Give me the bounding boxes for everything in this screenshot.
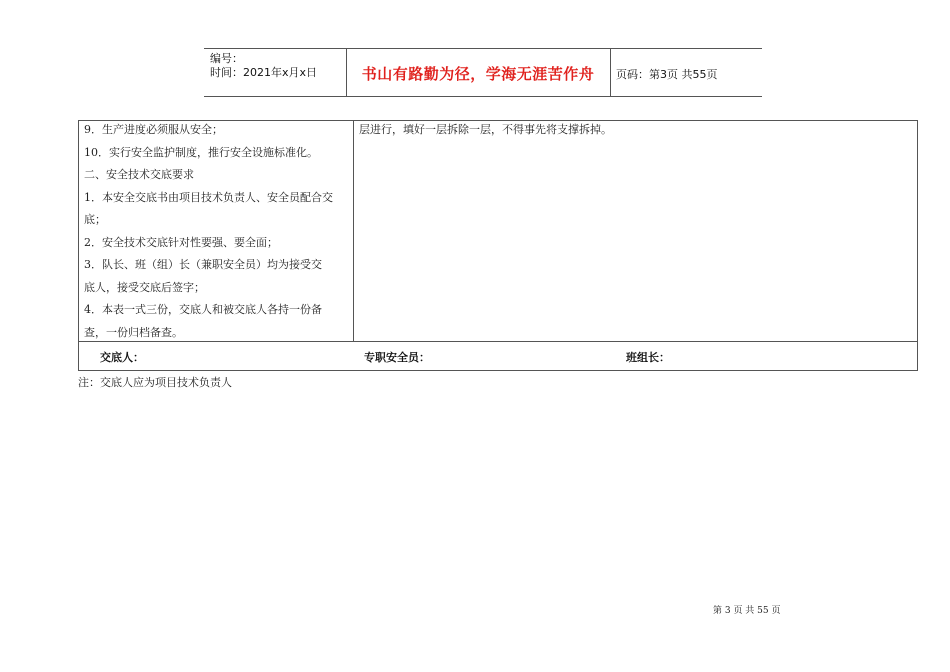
header-divider-2 bbox=[610, 48, 611, 97]
right-line: 层进行，填好一层拆除一层，不得事先将支撑拆掉。 bbox=[359, 123, 612, 136]
header-top-rule bbox=[204, 48, 762, 49]
left-line: 底人，接受交底后签字； bbox=[84, 280, 205, 294]
table-column-divider bbox=[353, 120, 354, 341]
table-left-border bbox=[78, 120, 79, 371]
left-line: 4．本表一式三份，交底人和被交底人各持一份备 bbox=[84, 303, 322, 316]
document-time-label: 时间：2021年x月x日 bbox=[210, 66, 318, 79]
left-line: 2．安全技术交底针对性要强、要全面； bbox=[84, 235, 278, 249]
left-line: 9．生产进度必须服从安全； bbox=[84, 123, 223, 136]
table-note: 注：交底人应为项目技术负责人 bbox=[78, 376, 232, 389]
header-bottom-rule bbox=[204, 96, 762, 97]
document-number-label: 编号： bbox=[210, 52, 243, 65]
page-number-label: 页码：第3页 共55页 bbox=[616, 68, 718, 81]
left-line: 二、安全技术交底要求 bbox=[84, 168, 194, 181]
left-cell bbox=[84, 119, 350, 344]
right-cell bbox=[359, 119, 914, 142]
table-bottom-border bbox=[78, 370, 918, 371]
page-footer: 第 3 页 共 55 页 bbox=[713, 606, 781, 616]
left-line: 查，一份归档备查。 bbox=[84, 325, 183, 339]
team-leader-signature-label: 班组长： bbox=[626, 351, 670, 364]
left-line: 10．实行安全监护制度，推行安全设施标准化。 bbox=[84, 145, 318, 159]
header-motto: 书山有路勤为径，学海无涯苦作舟 bbox=[361, 65, 595, 83]
left-line: 1．本安全交底书由项目技术负责人、安全员配合交 bbox=[84, 190, 333, 204]
discloser-signature-label: 交底人： bbox=[100, 351, 144, 364]
left-line: 3．队长、班（组）长（兼职安全员）均为接受交 bbox=[84, 258, 322, 271]
safety-officer-signature-label: 专职安全员： bbox=[364, 351, 430, 364]
table-right-border bbox=[917, 120, 918, 371]
left-line: 底； bbox=[84, 213, 106, 226]
